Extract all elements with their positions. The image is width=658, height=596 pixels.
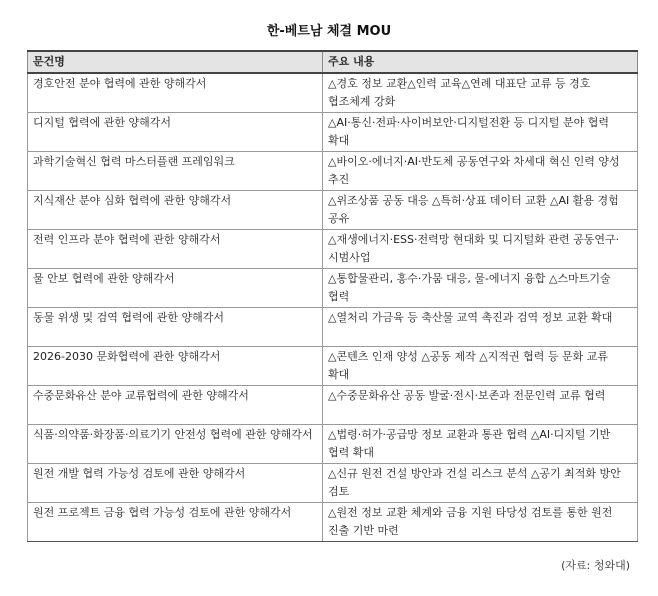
main-content: △경호 정보 교환△인력 교육△연례 대표단 교류 등 경호 협조체계 강화 (323, 73, 638, 113)
main-content: △법령·허가·공급망 정보 교환과 통관 협력 △AI·디지털 기반 협력 확대 (323, 425, 638, 464)
document-name: 동물 위생 및 검역 협력에 관한 양해각서 (28, 308, 323, 347)
document-name: 경호안전 분야 협력에 관한 양해각서 (28, 73, 323, 113)
document-name: 과학기술혁신 협력 마스터플랜 프레임워크 (28, 152, 323, 191)
document-name: 수중문화유산 분야 교류협력에 관한 양해각서 (28, 386, 323, 425)
table-row (28, 464, 638, 503)
table-row (28, 347, 638, 386)
column-header-document: 문건명 (28, 51, 323, 73)
table-row (28, 191, 638, 230)
main-content: △통합물관리, 홍수·가뭄 대응, 물-에너지 융합 △스마트기술 협력 (323, 269, 638, 308)
table-row (28, 503, 638, 542)
document-name: 원전 프로젝트 금융 협력 가능성 검토에 관한 양해각서 (28, 503, 323, 542)
table-row (28, 73, 638, 113)
document-name: 지식재산 분야 심화 협력에 관한 양해각서 (28, 191, 323, 230)
main-content: △바이오·에너지·AI·반도체 공동연구와 차세대 혁신 인력 양성 추진 (323, 152, 638, 191)
document-name: 식품·의약품·화장품·의료기기 안전성 협력에 관한 양해각서 (28, 425, 323, 464)
main-content: △재생에너지·ESS·전력망 현대화 및 디지털화 관련 공동연구·시범사업 (323, 230, 638, 269)
table-row (28, 269, 638, 308)
document-name: 디지털 협력에 관한 양해각서 (28, 113, 323, 152)
document-name: 원전 개발 협력 가능성 검토에 관한 양해각서 (28, 464, 323, 503)
table-header-row (28, 51, 638, 73)
main-content: △신규 원전 건설 방안과 건설 리스크 분석 △공기 최적화 방안 검토 (323, 464, 638, 503)
source-credit: (자료: 청와대) (561, 559, 630, 572)
mou-table (27, 50, 638, 542)
main-content: △수중문화유산 공동 발굴·전시·보존과 전문인력 교류 협력 (323, 386, 638, 425)
column-header-content: 주요 내용 (323, 51, 638, 73)
table-row (28, 425, 638, 464)
document-name: 물 안보 협력에 관한 양해각서 (28, 269, 323, 308)
main-content: △열처리 가금육 등 축산물 교역 촉진과 검역 정보 교환 확대 (323, 308, 638, 347)
table-row (28, 152, 638, 191)
document-name: 2026-2030 문화협력에 관한 양해각서 (28, 347, 323, 386)
main-content: △원전 정보 교환 체계와 금융 지원 타당성 검토를 통한 원전 진출 기반 마련 (323, 503, 638, 542)
table-title: 한-베트남 체결 MOU (266, 24, 392, 39)
main-content: △위조상품 공동 대응 △특허·상표 데이터 교환 △AI 활용 경험 공유 (323, 191, 638, 230)
table-row (28, 386, 638, 425)
document-name: 전력 인프라 분야 협력에 관한 양해각서 (28, 230, 323, 269)
table-row (28, 308, 638, 347)
main-content: △콘텐츠 인재 양성 △공동 제작 △지적권 협력 등 문화 교류 확대 (323, 347, 638, 386)
table-row (28, 230, 638, 269)
table-row (28, 113, 638, 152)
main-content: △AI·통신·전파·사이버보안·디지털전환 등 디지털 분야 협력 확대 (323, 113, 638, 152)
